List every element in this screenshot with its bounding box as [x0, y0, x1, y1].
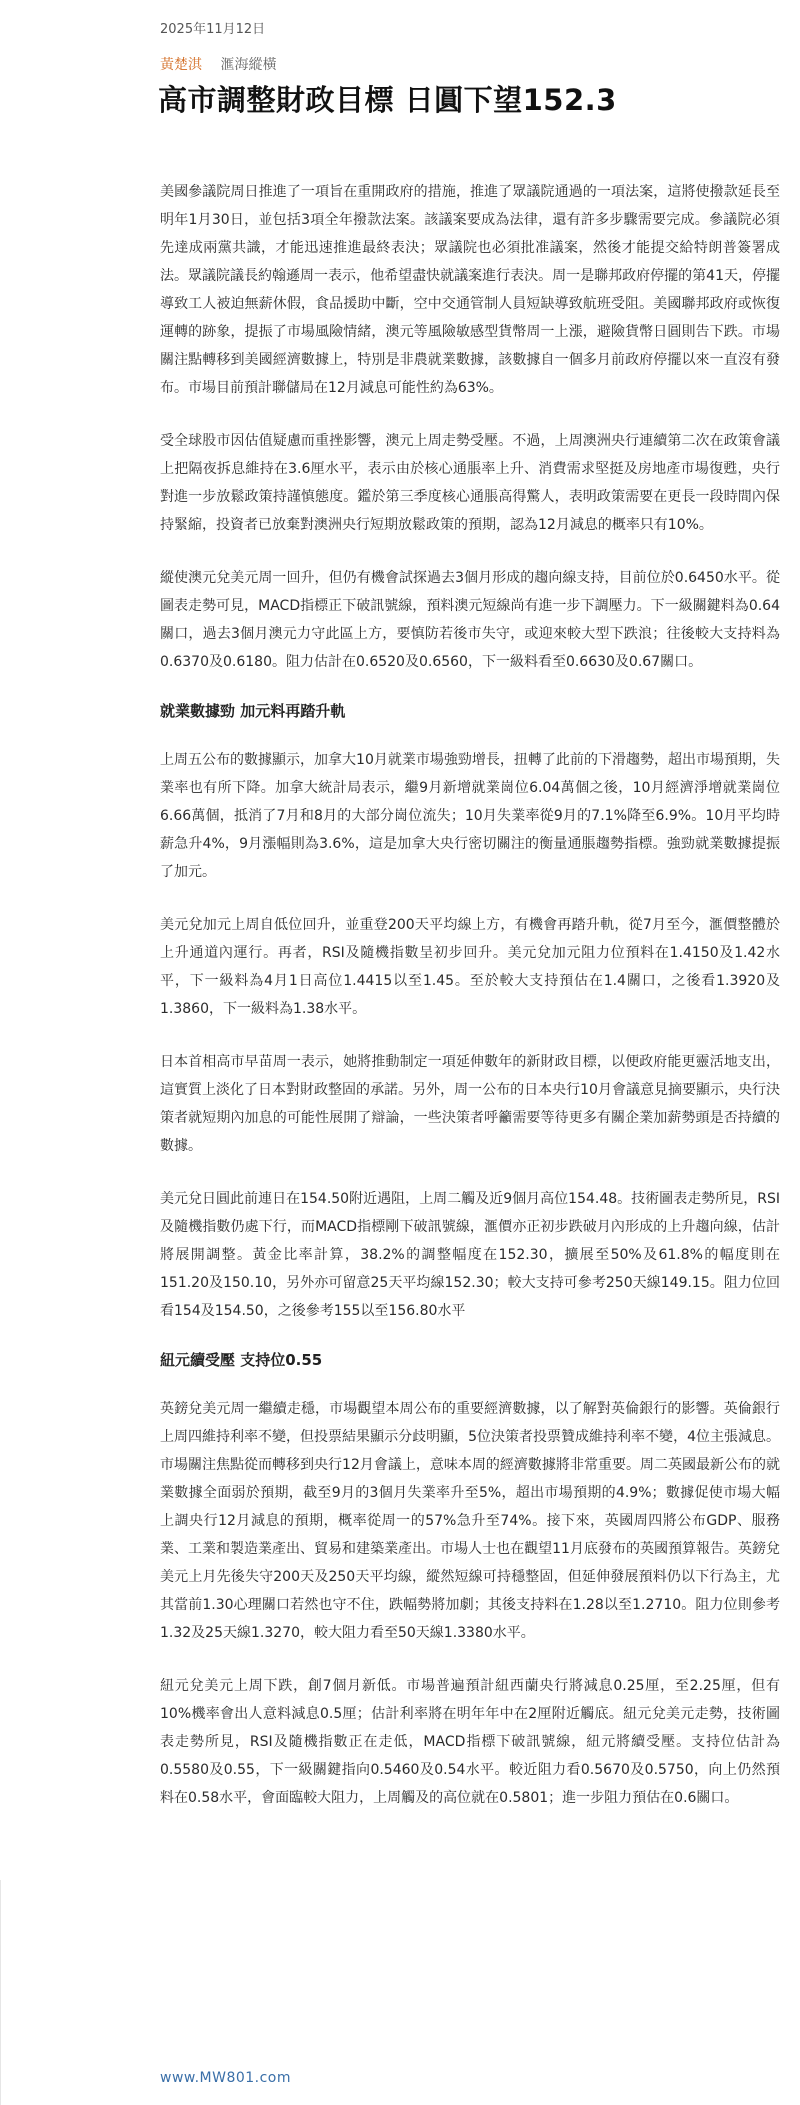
column-name: 滙海縱橫	[220, 57, 277, 73]
article-paragraph: 紐元兌美元上周下跌，創7個月新低。市場普遍預計紐西蘭央行將減息0.25厘，至2.25厘，但有10%機率會出人意料減息0.5厘；估計利率將在明年年中在2厘附近觸底。紐元兌美元走勢，技術圖表走勢所見，RSI及隨機指數正在走低，MACD指標下破訊號線，紐元將續受壓。支持位估計為0.5580及0.55，下一級關鍵指向0.5460及0.54水平。較近阻力看0.5670及0.5750，向上仍然預料在0.58水平，會面臨較大阻力，上周觸及的高位就在0.5801；進一步阻力預估在0.6關口。	[160, 1678, 780, 1806]
footer-site-link[interactable]: www.MW801.com	[160, 2070, 292, 2086]
author-link[interactable]: 黃楚淇	[160, 57, 202, 73]
article-paragraph: 上周五公布的數據顯示，加拿大10月就業市場強勁增長，扭轉了此前的下滑趨勢，超出市場預期，失業率也有所下降。加拿大統計局表示，繼9月新增就業崗位6.04萬個之後，10月經濟淨增就業崗位6.66萬個，抵消了7月和8月的大部分崗位流失；10月失業率從9月的7.1%降至6.9%。10月平均時薪急升4%，9月漲幅則為3.6%，這是加拿大央行密切關注的衡量通脹趨勢指標。強勁就業數據提振了加元。	[160, 752, 780, 880]
section-heading: 紐元續受壓 支持位0.55	[160, 1351, 323, 1369]
article-paragraph: 英鎊兌美元周一繼續走穩，市場觀望本周公布的重要經濟數據，以了解對英倫銀行的影響。英倫銀行上周四維持利率不變，但投票結果顯示分歧明顯，5位決策者投票贊成維持利率不變，4位主張減息。市場關注焦點從而轉移到央行12月會議上，意味本周的經濟數據將非常重要。周二英國最新公布的就業數據全面弱於預期，截至9月的3個月失業率升至5%，超出市場預期的4.9%；數據促使市場大幅上調央行12月減息的預期，概率從周一的57%急升至74%。接下來，英國周四將公布GDP、服務業、工業和製造業產出、貿易和建築業產出。市場人士也在觀望11月底發布的英國預算報告。英鎊兌美元上月先後失守200天及250天平均線，縱然短線可持穩整固，但延伸發展預料仍以下行為主，尤其當前1.30心理關口若然也守不住，跌幅勢將加劇；其後支持料在1.28以至1.2710。阻力位則參考1.32及25天線1.3270，較大阻力看至50天線1.3380水平。	[160, 1401, 780, 1641]
article-paragraph: 縱使澳元兌美元周一回升，但仍有機會試探過去3個月形成的趨向線支持，目前位於0.6450水平。從圖表走勢可見，MACD指標正下破訊號線，預料澳元短線尚有進一步下調壓力。下一級關鍵料為0.64關口，過去3個月澳元力守此區上方，要慎防若後市失守，或迎來較大型下跌浪；往後較大支持料為0.6370及0.6180。阻力估計在0.6520及0.6560，下一級料看至0.6630及0.67關口。	[160, 570, 780, 670]
edge-divider	[0, 1880, 1, 2105]
headline: 高市調整財政目標 日圓下望152.3	[158, 83, 617, 117]
article-body	[160, 178, 780, 1837]
article-paragraph: 美元兌日圓此前連日在154.50附近遇阻，上周二觸及近9個月高位154.48。技術圖表走勢所見，RSI及隨機指數仍處下行，而MACD指標剛下破訊號線，滙價亦正初步跌破月內形成的上升趨向線，估計將展開調整。黃金比率計算，38.2%的調整幅度在152.30，擴展至50%及61.8%的幅度則在151.20及150.10，另外亦可留意25天平均線152.30；較大支持可參考250天線149.15。阻力位回看154及154.50，之後參考155以至156.80水平	[160, 1191, 780, 1319]
article-paragraph: 美國參議院周日推進了一項旨在重開政府的措施，推進了眾議院通過的一項法案，這將使撥款延長至明年1月30日，並包括3項全年撥款法案。該議案要成為法律，還有許多步驟需要完成。參議院必須先達成兩黨共識，才能迅速推進最終表決；眾議院也必須批准議案，然後才能提交給特朗普簽署成法。眾議院議長約翰遜周一表示，他希望盡快就議案進行表決。周一是聯邦政府停擺的第41天，停擺導致工人被迫無薪休假，食品援助中斷，空中交通管制人員短缺導致航班受阻。美國聯邦政府或恢復運轉的跡象，提振了市場風險情緒，澳元等風險敏感型貨幣周一上漲，避險貨幣日圓則告下跌。市場關注點轉移到美國經濟數據上，特別是非農就業數據，該數據自一個多月前政府停擺以來一直沒有發布。市場目前預計聯儲局在12月減息可能性約為63%。	[160, 184, 780, 396]
publish-date: 2025年11月12日	[160, 22, 266, 37]
byline	[160, 54, 276, 74]
article-paragraph: 日本首相高市早苗周一表示，她將推動制定一項延伸數年的新財政目標，以便政府能更靈活地支出，這實質上淡化了日本對財政整固的承諾。另外，周一公布的日本央行10月會議意見摘要顯示，央行決策者就短期內加息的可能性展開了辯論，一些決策者呼籲需要等待更多有關企業加薪勢頭是否持續的數據。	[160, 1054, 780, 1154]
article-paragraph: 美元兌加元上周自低位回升，並重登200天平均線上方，有機會再踏升軌，從7月至今，滙價整體於上升通道內運行。再者，RSI及隨機指數呈初步回升。美元兌加元阻力位預料在1.4150及1.42水平，下一級料為4月1日高位1.4415以至1.45。至於較大支持預估在1.4關口，之後看1.3920及1.3860，下一級料為1.38水平。	[160, 917, 780, 1017]
section-heading: 就業數據勁 加元料再踏升軌	[160, 702, 346, 720]
article-paragraph: 受全球股市因估值疑慮而重挫影響，澳元上周走勢受壓。不過，上周澳洲央行連續第二次在政策會議上把隔夜拆息維持在3.6厘水平，表示由於核心通脹率上升、消費需求堅挺及房地產市場復甦，央行對進一步放鬆政策持謹慎態度。鑑於第三季度核心通脹高得驚人，表明政策需要在更長一段時間內保持緊縮，投資者已放棄對澳洲央行短期放鬆政策的預期，認為12月減息的概率只有10%。	[160, 433, 780, 533]
